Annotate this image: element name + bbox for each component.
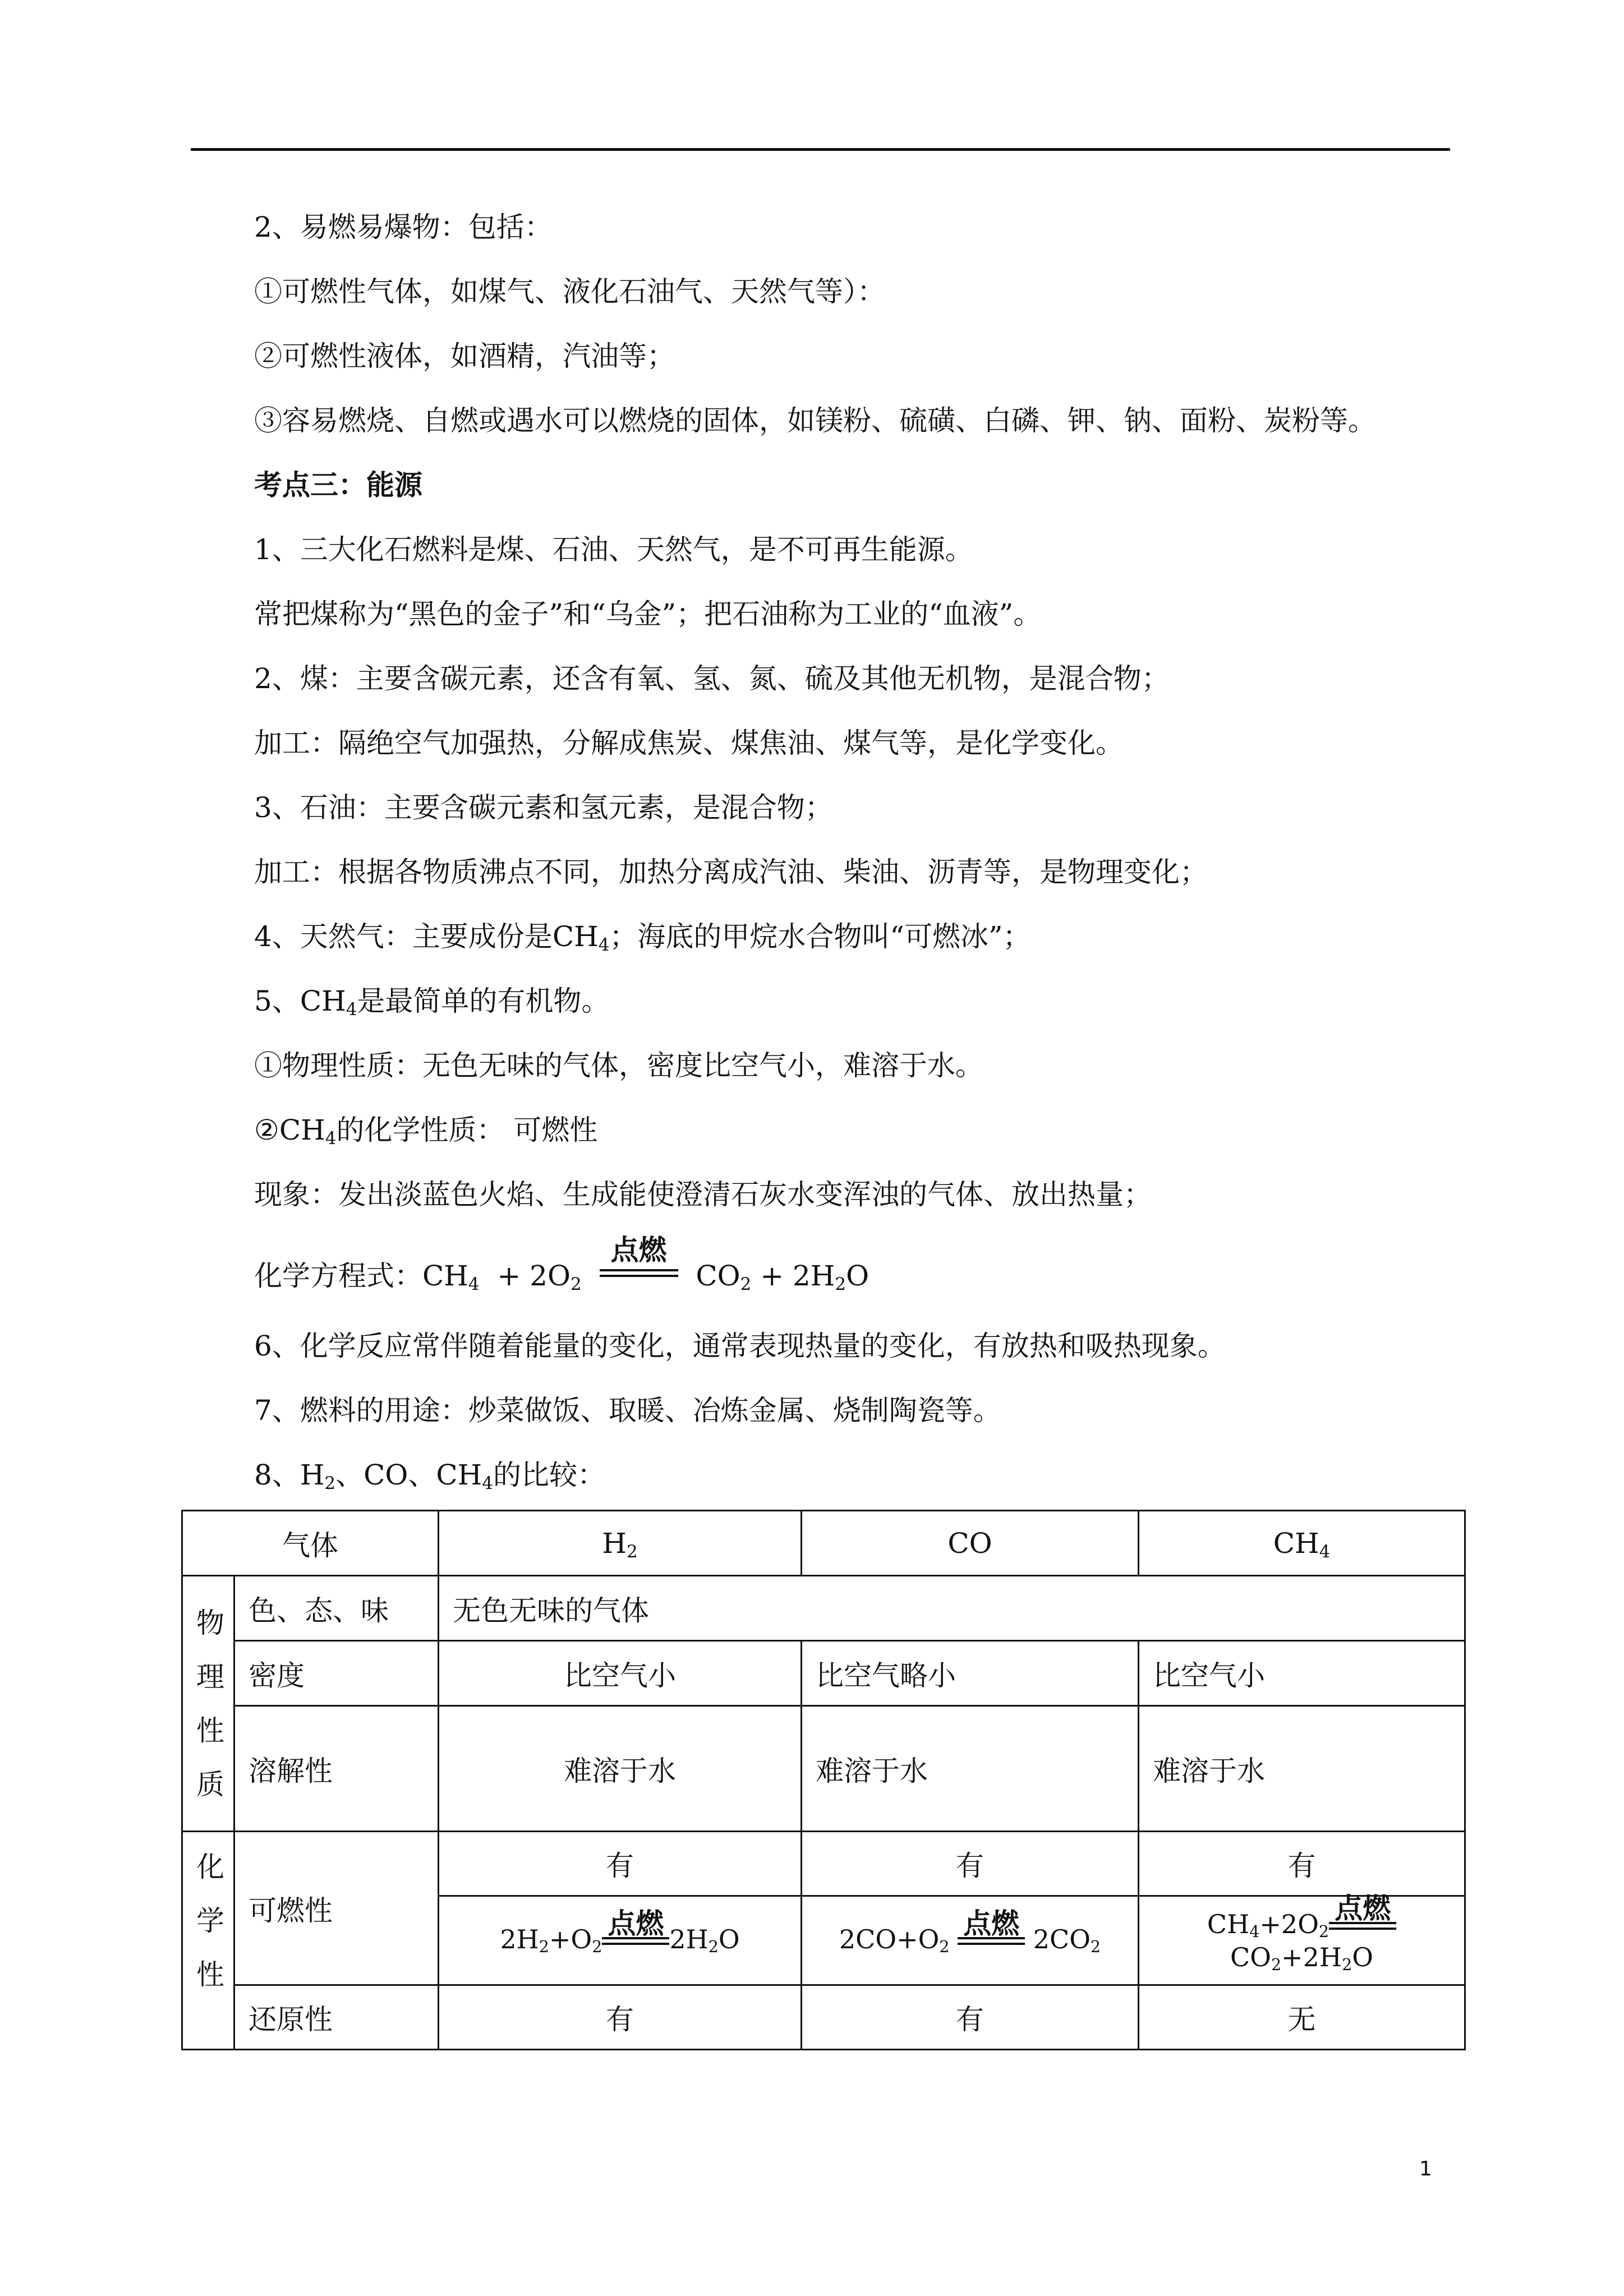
co-header: CO (802, 1511, 1139, 1576)
phenomenon-line: 现象：发出淡蓝色火焰、生成能使澄清石灰水变浑浊的气体、放出热量； (254, 1178, 1152, 1211)
color-value: 无色无味的气体 (439, 1576, 1465, 1641)
physical-category: 物理性质 (182, 1576, 234, 1832)
table-cell: 比空气小 (439, 1641, 802, 1706)
text-line: 2、易燃易爆物：包括： (254, 211, 553, 243)
table-cell: 有 (439, 1985, 802, 2050)
row-label: 可燃性 (234, 1832, 439, 1985)
table-cell: 难溶于水 (439, 1706, 802, 1832)
text-line: 3、石油：主要含碳元素和氢元素，是混合物； (254, 791, 833, 824)
h2-combustion-equation: $2H_2+O_2$ 点燃 $2H_2O$ (439, 1896, 802, 1985)
reaction-arrow: 点燃 (958, 1926, 1025, 1957)
ch4-header: $CH_4$ (1139, 1511, 1465, 1576)
text-line: ③容易燃烧、自燃或遇水可以燃烧的固体，如镁粉、硫磺、白磷、钾、钠、面粉、炭粉等。 (254, 404, 1376, 437)
text-line: 加工：隔绝空气加强热，分解成焦炭、煤焦油、煤气等，是化学变化。 (254, 727, 1124, 759)
text-line: ①可燃性气体，如煤气、液化石油气、天然气等）： (254, 275, 885, 308)
chemical-property-line: $②CH_4$的化学性质： 可燃性 (254, 1114, 598, 1149)
text-line: 2、煤：主要含碳元素，还含有氧、氢、氮、硫及其他无机物，是混合物； (254, 662, 1170, 695)
table-row (182, 1641, 1465, 1706)
table-cell: 比空气略小 (802, 1641, 1139, 1706)
combustion-equation: 化学方程式：$CH_4 + 2O_2$ 点燃 $CO_2 + 2H_2O$ (254, 1258, 869, 1296)
page-number: 1 (1419, 2157, 1432, 2180)
table-cell: 有 (439, 1832, 802, 1896)
text-line: 1、三大化石燃料是煤、石油、天然气，是不可再生能源。 (254, 533, 973, 566)
h2-header: $H_2$ (439, 1511, 802, 1576)
table-cell: 难溶于水 (1139, 1706, 1465, 1832)
ch4-combustion-equation: $CH_4+2O_2$ 点燃 $CO_2+2H_2O$ (1139, 1896, 1465, 1985)
table-cell: 有 (802, 1985, 1139, 2050)
table-row (182, 1832, 1465, 1896)
text-line: 6、化学反应常伴随着能量的变化，通常表现热量的变化，有放热和吸热现象。 (254, 1330, 1226, 1362)
text-line: 加工：根据各物质沸点不同，加热分离成汽油、柴油、沥青等，是物理变化； (254, 856, 1208, 888)
table-cell: 无 (1139, 1985, 1465, 2050)
methane-line: 5、$CH_4$是最简单的有机物。 (254, 985, 610, 1020)
natural-gas-line: 4、天然气：主要成份是$CH_4$；海底的甲烷水合物叫“可燃冰”； (254, 920, 1031, 955)
table-cell: 有 (802, 1832, 1139, 1896)
text-line: 7、燃料的用途：炒菜做饭、取暖、冶炼金属、烧制陶瓷等。 (254, 1394, 1001, 1427)
row-label: 溶解性 (234, 1706, 439, 1832)
chemical-category: 化学性 (182, 1832, 234, 2050)
physical-property-line: ①物理性质：无色无味的气体，密度比空气小，难溶于水。 (254, 1049, 983, 1082)
reaction-arrow: 点燃 (600, 1260, 678, 1296)
header-rule (191, 148, 1450, 151)
row-label: 色、态、味 (234, 1576, 439, 1641)
row-label: 密度 (234, 1641, 439, 1706)
text-line: ②可燃性液体，如酒精，汽油等； (254, 340, 675, 372)
table-row (182, 1706, 1465, 1832)
co-combustion-equation: $2CO+O_2$ 点燃 $2CO_2$ (802, 1896, 1139, 1985)
reaction-arrow: 点燃 (1329, 1911, 1396, 1942)
gas-header: 气体 (182, 1511, 439, 1576)
table-cell: 难溶于水 (802, 1706, 1139, 1832)
row-label: 还原性 (234, 1985, 439, 2050)
table-row (182, 1576, 1465, 1641)
text-line: 常把煤称为“黑色的金子”和“乌金”；把石油称为工业的“血液”。 (254, 598, 1042, 630)
table-header-row (182, 1511, 1465, 1576)
table-cell: 有 (1139, 1832, 1465, 1896)
table-cell: 比空气小 (1139, 1641, 1465, 1706)
section-heading: 考点三：能源 (254, 468, 422, 501)
reaction-arrow: 点燃 (602, 1926, 669, 1957)
gas-comparison-table (181, 1510, 1466, 2050)
table-row (182, 1985, 1465, 2050)
comparison-title: 8、$H_2$、CO、$CH_4$的比较： (254, 1459, 606, 1493)
